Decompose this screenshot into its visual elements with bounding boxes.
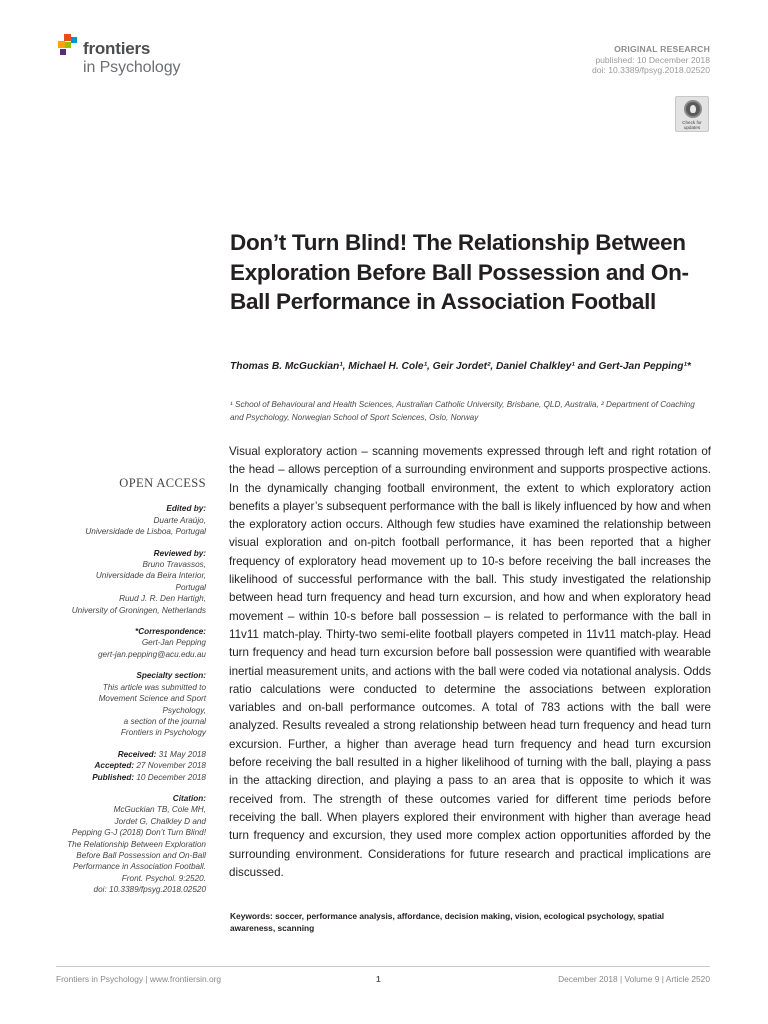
specialty-line: This article was submitted to: [102, 682, 206, 692]
specialty-line: a section of the journal: [123, 716, 206, 726]
frontiers-logo-icon: [56, 33, 82, 63]
accepted-date: [56, 760, 206, 771]
specialty-line: Psychology,: [162, 705, 206, 715]
keywords: Keywords: soccer, performance analysis, affordance, decision making, vision, ecological psychology, spatial awareness, scanning: [230, 911, 665, 933]
article-doi[interactable]: doi: 10.3389/fpsyg.2018.02520: [591, 65, 710, 75]
specialty-heading: Specialty section:: [136, 671, 206, 681]
specialty-section-block: [56, 670, 206, 738]
citation-line: Front. Psychol. 9:2520.: [121, 873, 206, 883]
footer-issue-info: December 2018 | Volume 9 | Article 2520: [558, 974, 710, 984]
citation-line: The Relationship Between Exploration: [67, 839, 206, 849]
citation-line: Before Ball Possession and On-Ball: [76, 850, 206, 860]
specialty-line: Frontiers in Psychology: [120, 728, 206, 738]
check-badge-line-2: updates: [683, 125, 701, 130]
reviewed-by-block: [56, 548, 206, 616]
citation-line: Performance in Association Football.: [72, 862, 206, 872]
editor-line: Duarte Araújo,: [153, 515, 206, 525]
citation-block: [56, 793, 206, 896]
accepted-label: Accepted:: [94, 761, 135, 771]
journal-logo: [56, 33, 226, 81]
correspondence-block: [56, 626, 206, 660]
sidebar: [56, 478, 206, 906]
logo-word-frontiers: frontiers: [83, 39, 151, 58]
reviewed-by-heading: Reviewed by:: [153, 548, 206, 558]
published-date-sidebar: [56, 772, 206, 783]
reviewer-line: Ruud J. R. Den Hartigh,: [119, 594, 206, 604]
specialty-line: Movement Science and Sport: [98, 694, 206, 704]
received-label: Received:: [117, 749, 157, 759]
article-type: ORIGINAL RESEARCH: [614, 44, 710, 54]
editor-line: Universidade de Lisboa, Portugal: [85, 527, 206, 537]
reviewer-line: University of Groningen, Netherlands: [71, 605, 206, 615]
published-date: published: 10 December 2018: [595, 54, 710, 65]
reviewer-line: Universidade da Beira Interior,: [95, 571, 206, 581]
logo-word-journal: in Psychology: [83, 59, 181, 76]
citation-line: Pepping G-J (2018) Don’t Turn Blind!: [71, 828, 206, 838]
received-value: 31 May 2018: [156, 749, 206, 759]
correspondence-name: Gert-Jan Pepping: [141, 638, 206, 648]
published-label: Published:: [92, 772, 135, 782]
accepted-value: 27 November 2018: [134, 761, 206, 771]
affiliations: ¹ School of Behavioural and Health Sciences, Australian Catholic University, Brisbane, QLD, Australia, ² Department of Coaching and Psychology, Norwegian School of Sport Sciences, Oslo, Norway: [230, 400, 695, 423]
author-list: Thomas B. McGuckian¹, Michael H. Cole¹, Geir Jordet², Daniel Chalkley¹ and Gert-Jan Pepping¹*: [230, 361, 691, 372]
received-date: [56, 749, 206, 760]
abstract-text: Visual exploratory action – scanning movements expressed through left and right rotation of the head – allows perception of a surrounding environment and supports prospective actions. In the dynamically changing football environment, the extent to which exploratory action benefits a player’s subsequent performance with the ball is likely influenced by how and when the exploratory action occurs. Although few studies have examined the relationship between visual exploration and on-pitch football performance, it has been reported that a higher frequency of exploratory head movement up to 10-s before receiving the ball increases the likelihood of successful performance with the ball. This study investigated the relationship between head turn frequency and head turn excursion, and how and when exploratory head movement – within 10-s before ball possession – is related to performance with the ball in 11v11 match-play. Thirty-two semi-elite football players competed in 11v11 match-play. Head turn frequency and head turn excursion before ball possession were quantified with wearable inertial measurement units, and actions with the ball were coded via notational analysis. Odds ratio calculations were conducted to determine the associations between exploration variables and on-ball performance outcomes. A total of 783 actions with the ball were analyzed. Results revealed a strong relationship between head turn frequency and head turn excursion. Further, a higher than average head turn frequency and head turn excursion before receiving the ball resulted in a higher likelihood of turning with the ball, playing a pass in the attacking direction, and playing a pass to an area that is opposite to which it was received from. The strength of these outcomes varied for different time periods before receiving the ball. When players explored their environment with higher than average head turn frequency and excursion, they used more complex action opportunities afforded by the surrounding environment. Considerations for future research and practical implications are discussed.: [229, 445, 711, 879]
footer-journal-link[interactable]: Frontiers in Psychology | www.frontiersin.org: [56, 974, 222, 984]
reviewer-line: Portugal: [175, 582, 206, 592]
article-title: Don’t Turn Blind! The Relationship Between Exploration Before Ball Possession and On-Ball Performance in Association Football: [230, 230, 689, 314]
reviewer-line: Bruno Travassos,: [142, 560, 206, 570]
citation-doi[interactable]: doi: 10.3389/fpsyg.2018.02520: [93, 885, 206, 895]
edited-by-heading: Edited by:: [166, 504, 206, 514]
dates-block: [56, 749, 206, 783]
published-value: 10 December 2018: [134, 772, 206, 782]
edited-by-block: [56, 503, 206, 537]
citation-heading: Citation:: [172, 793, 206, 803]
check-badge-line-1: Check for: [682, 120, 702, 125]
footer-divider: [56, 966, 710, 967]
correspondence-heading: *Correspondence:: [135, 627, 206, 637]
correspondence-email[interactable]: gert-jan.pepping@acu.edu.au: [97, 649, 206, 659]
citation-line: Jordet G, Chalkley D and: [114, 816, 206, 826]
open-access-label: OPEN ACCESS: [119, 476, 206, 490]
check-for-updates-badge[interactable]: [675, 96, 709, 132]
article-meta: [592, 44, 710, 76]
page-number: 1: [376, 974, 381, 984]
citation-line: McGuckian TB, Cole MH,: [113, 805, 206, 815]
crossmark-icon: [684, 100, 702, 118]
